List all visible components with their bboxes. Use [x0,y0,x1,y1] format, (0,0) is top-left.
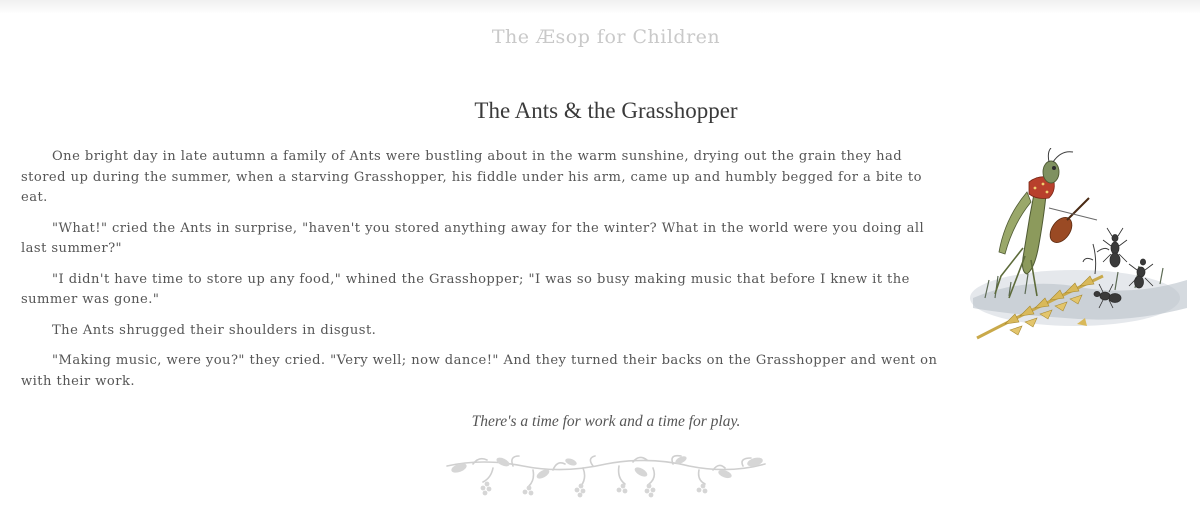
top-shade [0,0,1200,14]
vine-ornament-icon [443,452,769,500]
story-paragraph: "I didn't have time to store up any food," whined the Grasshopper; "I was so busy making music that before I knew it the summer was gone." [21,271,910,307]
story-body [21,147,945,402]
story-paragraph: "What!" cried the Ants in surprise, "haven't you stored anything away for the winter? What in the world were you doing all last summer?" [21,220,925,256]
story-paragraph: "Making music, were you?" they cried. "Very well; now dance!" And they turned their backs on the Grasshopper and went on with their work. [21,353,938,389]
site-title[interactable]: The Æsop for Children [491,26,721,48]
story-title: The Ants & the Grasshopper [474,98,738,123]
story-paragraph: One bright day in late autumn a family of Ants were bustling about in the warm sunshine, drying out the grain they had stored up during the summer, when a starving Grasshopper, his fiddle under his arm, came up and humbly begged for a bite to eat. [21,149,922,205]
grasshopper-illustration [965,148,1193,346]
story-moral: There's a time for work and a time for play. [471,413,741,430]
story-paragraph: The Ants shrugged their shoulders in disgust. [52,322,377,338]
